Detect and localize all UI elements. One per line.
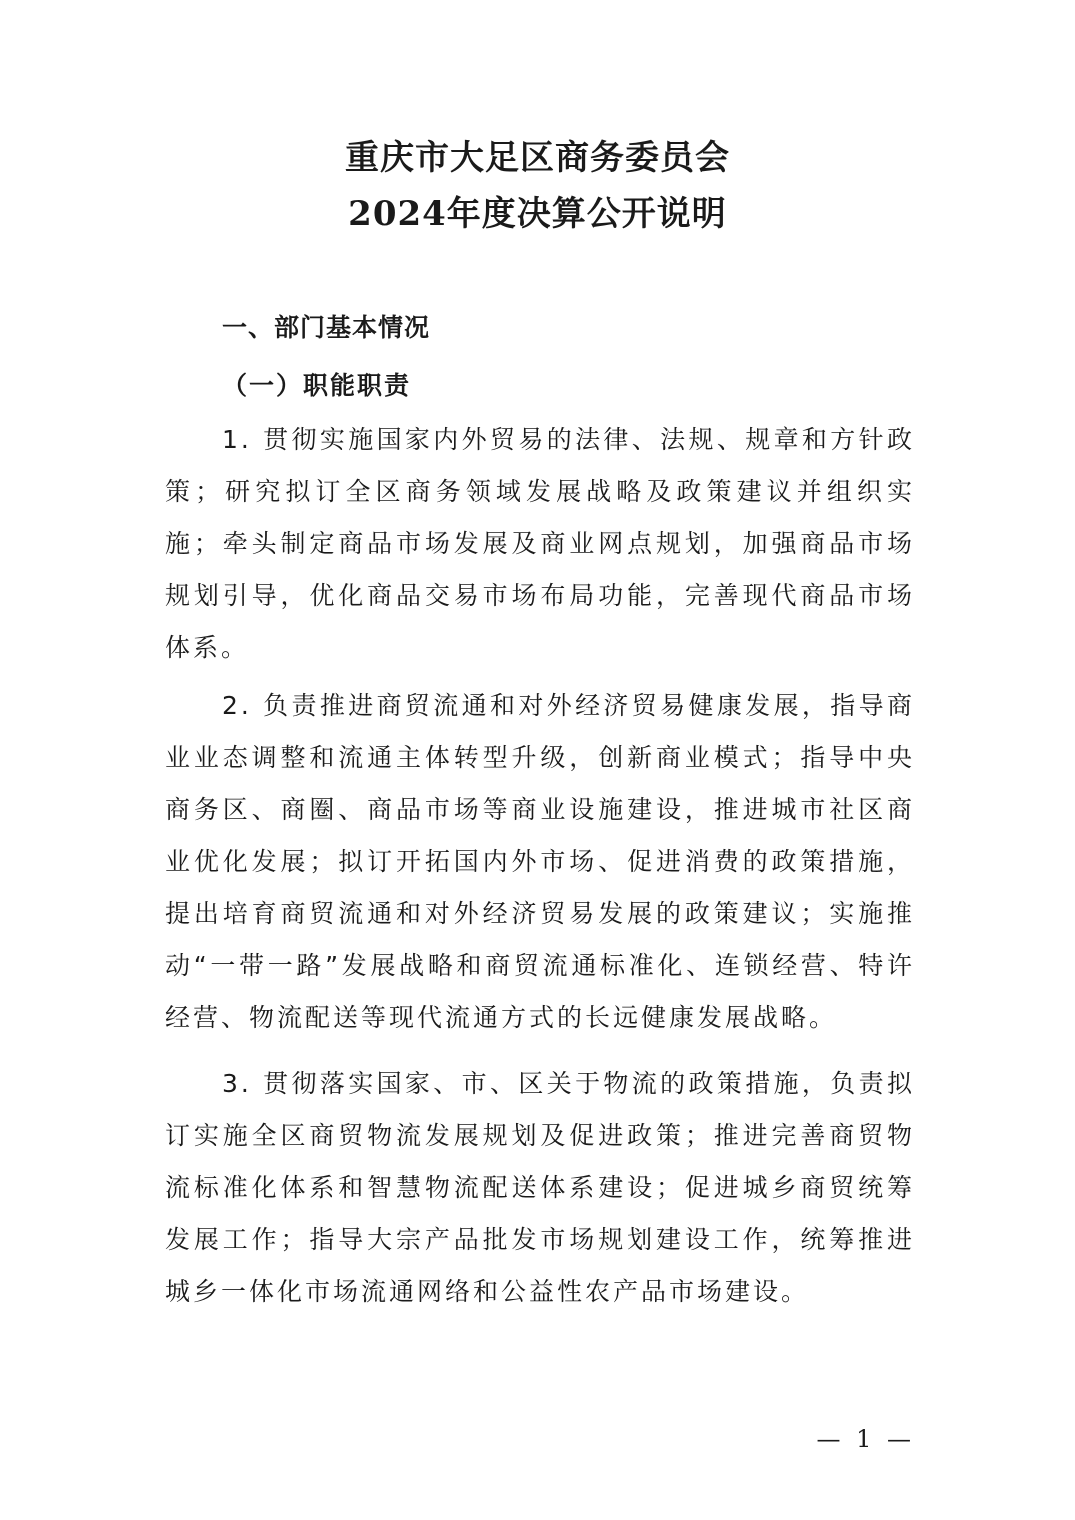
page-number: — 1 — <box>816 1425 915 1453</box>
duty-paragraph-2: 2. 负责推进商贸流通和对外经济贸易健康发展，指导商业业态调整和流通主体转型升级，创新商业模式；指导中央商务区、商圈、商品市场等商业设施建设，推进城市社区商业优化发展；拟订开拓国内外市场、促进消费的政策措施，提出培育商贸流通和对外经济贸易发展的政策建议；实施推动“一带一路”发展战略和商贸流通标准化、连锁经营、特许经营、物流配送等现代流通方式的长远健康发展战略。 <box>165 691 915 1032</box>
document-title-line-2: 2024年度决算公开说明 <box>348 194 727 234</box>
duty-paragraph-1: 1. 贯彻实施国家内外贸易的法律、法规、规章和方针政策；研究拟订全区商务领域发展战略及政策建议并组织实施；牵头制定商品市场发展及商业网点规划，加强商品市场规划引导，优化商品交易市场布局功能，完善现代商品市场体系。 <box>165 425 915 662</box>
document-title-line-1: 重庆市大足区商务委员会 <box>345 138 730 178</box>
section-heading: 一、部门基本情况 <box>222 313 431 342</box>
subsection-heading: （一）职能职责 <box>222 371 412 400</box>
duty-paragraph-3: 3. 贯彻落实国家、市、区关于物流的政策措施，负责拟订实施全区商贸物流发展规划及促进政策；推进完善商贸物流标准化体系和智慧物流配送体系建设；促进城乡商贸统筹发展工作；指导大宗产品批发市场规划建设工作，统筹推进城乡一体化市场流通网络和公益性农产品市场建设。 <box>165 1069 915 1306</box>
